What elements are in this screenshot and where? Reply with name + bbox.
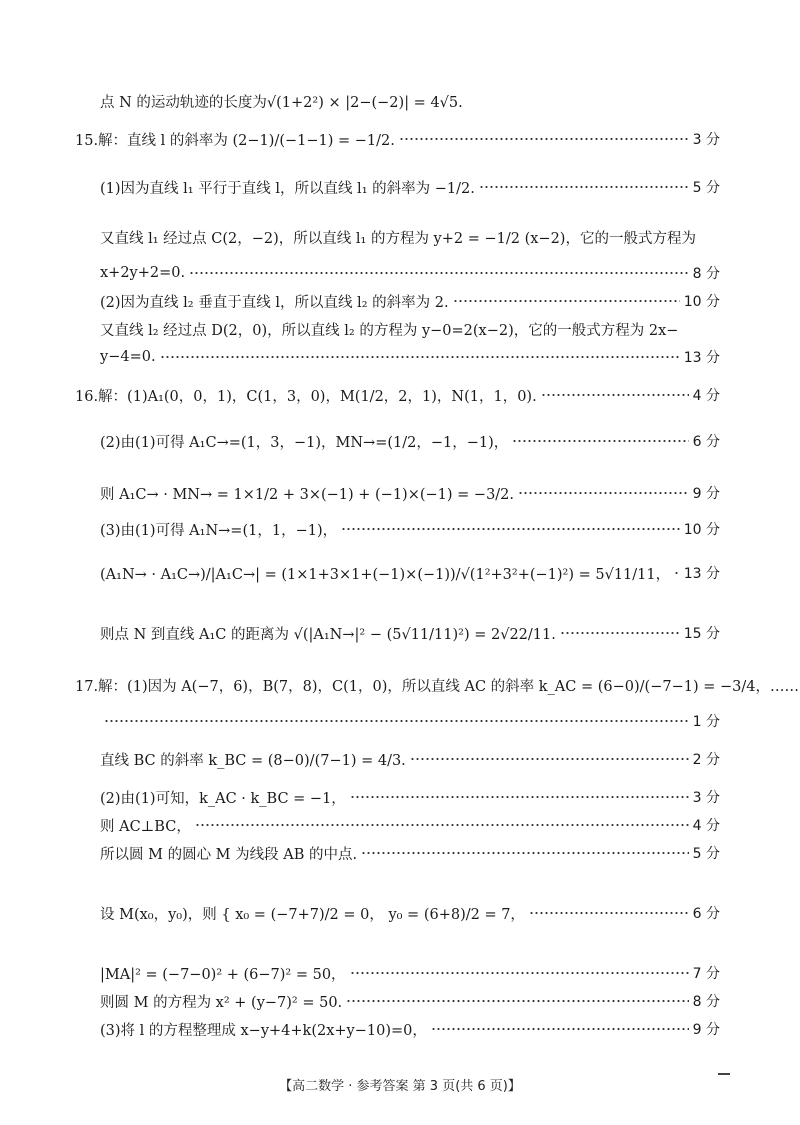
line-14	[75, 670, 799, 700]
leader-dots	[346, 1000, 688, 1002]
line-text: (3)由(1)可得 A₁N→=(1，1，−1)，	[100, 522, 338, 539]
line-3	[100, 222, 720, 252]
score: 15 分	[683, 626, 720, 642]
line-1	[75, 124, 720, 154]
score: 5 分	[692, 180, 720, 196]
line-text: y−4=0.	[100, 349, 156, 365]
line-11	[100, 514, 720, 544]
line-text: 则圆 M 的方程为 x² + (y−7)² = 50.	[100, 994, 343, 1011]
leader-dots	[518, 492, 689, 494]
line-13	[100, 618, 720, 648]
line-2	[100, 172, 720, 202]
line-4	[100, 258, 720, 288]
score: 3 分	[692, 132, 720, 148]
leader-dots	[361, 852, 689, 854]
leader-dots	[541, 394, 689, 396]
line-text: 直线 BC 的斜率 k_BC = (8−0)/(7−1) = 4/3.	[100, 752, 406, 769]
line-text: (A₁N→ · A₁C→)/|A₁C→| = (1×1+3×1+(−1)×(−1))/√(1²+3²+(−1)²) = 5√11/11，	[100, 566, 671, 583]
line-text: 则点 N 到直线 A₁C 的距离为 √(|A₁N→|² − (5√11/11)²) = 2√22/11.	[100, 626, 556, 643]
leader-dots	[453, 300, 680, 302]
line-6	[100, 314, 720, 344]
line-text: 则 A₁C→ · MN→ = 1×1/2 + 3×(−1) + (−1)×(−1) = −3/2.	[100, 486, 515, 503]
line-text: 17.解：(1)因为 A(−7，6)，B(7，8)，C(1，0)，所以直线 AC 的斜率 k_AC = (6−0)/(−7−1) = −3/4，……	[75, 678, 799, 695]
page-footer: 【高二数学 · 参考答案 第 3 页(共 6 页)】	[279, 1079, 521, 1094]
score: 1 分	[692, 714, 720, 730]
score: 2 分	[692, 752, 720, 768]
leader-dots	[410, 758, 689, 760]
line-text: x+2y+2=0.	[100, 265, 186, 281]
leader-dots	[195, 824, 689, 826]
score: 3 分	[692, 790, 720, 806]
line-text: 所以圆 M 的圆心 M 为线段 AB 的中点.	[100, 846, 358, 863]
leader-dots	[399, 138, 689, 140]
leader-dots	[160, 356, 680, 358]
line-10	[100, 478, 720, 508]
score: 10 分	[683, 294, 720, 310]
line-21	[100, 958, 720, 988]
leader-dots	[674, 572, 680, 574]
leader-dots	[560, 632, 680, 634]
score: 13 分	[683, 350, 720, 366]
score: 8 分	[692, 994, 720, 1010]
line-text: 16.解：(1)A₁(0，0，1)，C(1，3，0)，M(1/2，2，1)，N(1，1，0).	[75, 388, 537, 405]
score: 4 分	[692, 388, 720, 404]
leader-dots	[350, 972, 689, 974]
line-23	[100, 1014, 720, 1044]
line-text: (2)由(1)可得 A₁C→=(1，3，−1)，MN→=(1/2，−1，−1)，	[100, 434, 509, 451]
score: 7 分	[692, 966, 720, 982]
score: 13 分	[683, 566, 720, 582]
line-text: 点 N 的运动轨迹的长度为√(1+2²) × |2−(−2)| = 4√5.	[100, 94, 463, 111]
score: 4 分	[692, 818, 720, 834]
line-8	[75, 380, 720, 410]
line-16	[100, 744, 720, 774]
score: 9 分	[692, 486, 720, 502]
line-text: (3)将 l 的方程整理成 x−y+4+k(2x+y−10)=0，	[100, 1022, 427, 1039]
score: 8 分	[692, 266, 720, 282]
line-7	[100, 342, 720, 372]
leader-dots	[512, 440, 688, 442]
leader-dots	[350, 796, 689, 798]
line-text: |MA|² = (−7−0)² + (6−7)² = 50，	[100, 966, 346, 983]
line-20	[100, 898, 720, 928]
line-0	[100, 86, 720, 116]
line-12	[100, 558, 720, 588]
line-19	[100, 838, 720, 868]
score: 10 分	[683, 522, 720, 538]
score: 9 分	[692, 1022, 720, 1038]
leader-dots	[431, 1028, 689, 1030]
line-9	[100, 426, 720, 456]
line-text: 又直线 l₂ 经过点 D(2，0)，所以直线 l₂ 的方程为 y−0=2(x−2)，它的一般式方程为 2x−	[100, 322, 679, 339]
line-text: (2)由(1)可知，k_AC · k_BC = −1，	[100, 790, 346, 807]
line-15	[100, 706, 720, 736]
corner-mark	[718, 1073, 730, 1075]
line-22	[100, 986, 720, 1016]
line-17	[100, 782, 720, 812]
line-text: 设 M(x₀，y₀)，则 { x₀ = (−7+7)/2 = 0， y₀ = (6+8)/2 = 7，	[100, 906, 525, 923]
line-text: (2)因为直线 l₂ 垂直于直线 l，所以直线 l₂ 的斜率为 2.	[100, 294, 449, 311]
leader-dots	[341, 528, 680, 530]
leader-dots	[479, 186, 689, 188]
line-text: (1)因为直线 l₁ 平行于直线 l，所以直线 l₁ 的斜率为 −1/2.	[100, 180, 475, 197]
score: 5 分	[692, 846, 720, 862]
line-text: 则 AC⊥BC，	[100, 818, 191, 835]
line-18	[100, 810, 720, 840]
leader-dots	[104, 720, 689, 722]
leader-dots	[189, 272, 689, 274]
line-5	[100, 286, 720, 316]
line-text: 又直线 l₁ 经过点 C(2，−2)，所以直线 l₁ 的方程为 y+2 = −1/2 (x−2)，它的一般式方程为	[100, 230, 696, 247]
leader-dots	[529, 912, 689, 914]
score: 6 分	[692, 906, 720, 922]
score: 6 分	[692, 434, 720, 450]
line-text: 15.解：直线 l 的斜率为 (2−1)/(−1−1) = −1/2.	[75, 132, 395, 149]
